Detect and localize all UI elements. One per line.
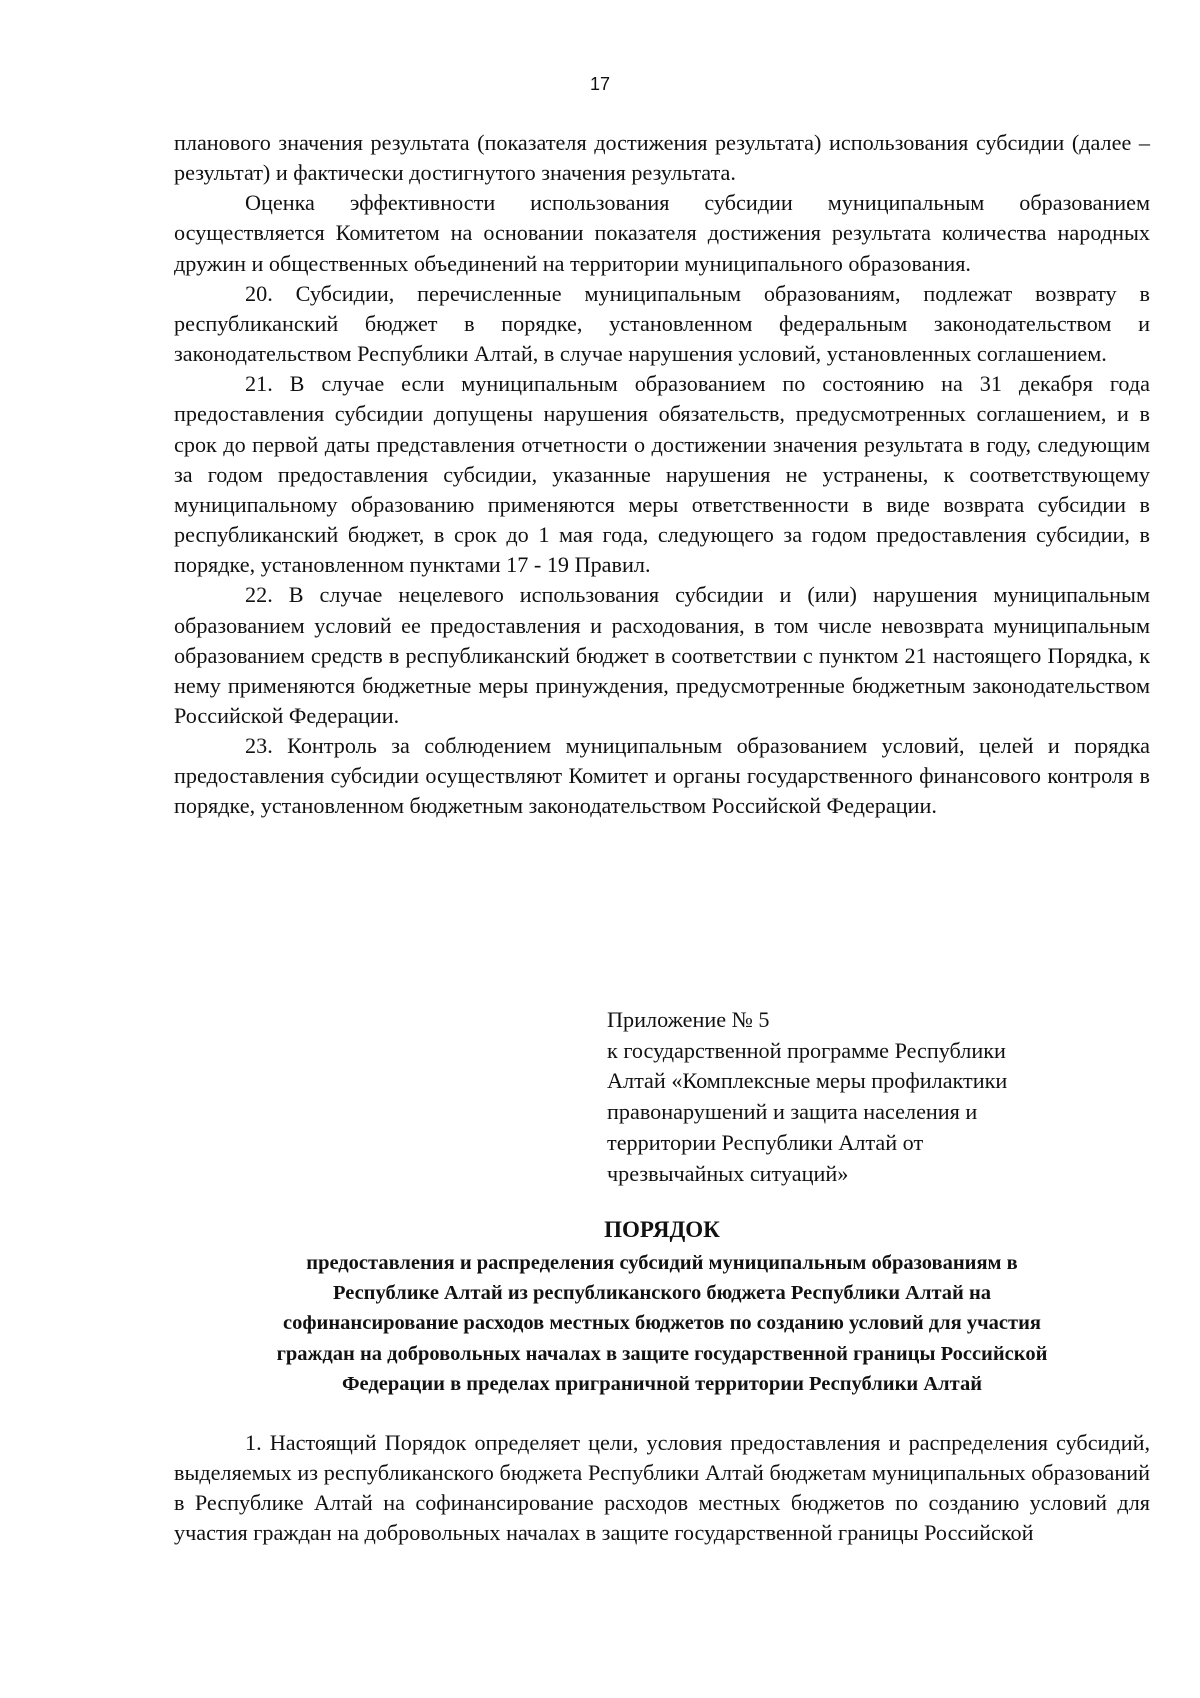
appendix-line: Алтай «Комплексные меры профилактики xyxy=(607,1068,1008,1094)
order-subtitle-line: Федерации в пределах приграничной территории Республики Алтай xyxy=(341,1372,983,1395)
appendix-line: Приложение № 5 xyxy=(607,1007,770,1032)
paragraph-22: 22. В случае нецелевого использования субсидии и (или) нарушения муниципальным образованием условий ее предоставления и расходования, в том числе невозврата муниципальным образованием средств в республиканский бюджет в соответствии с пунктом 21 настоящего Порядка, к нему применяются бюджетные меры принуждения, предусмотренные бюджетным законодательством Российской Федерации. xyxy=(174,582,1150,728)
order-subtitle-line: предоставления и распределения субсидий муниципальным образованиям в xyxy=(306,1252,1018,1274)
paragraph-21: 21. В случае если муниципальным образованием по состоянию на 31 декабря года предоставления субсидии допущены нарушения обязательств, предусмотренных соглашением, и в срок до первой даты представления отчетности о достижении значения результата в году, следующим за годом предоставления субсидии, указанные нарушения не устранены, к соответствующему муниципальному образованию применяются меры ответственности в виде возврата субсидии в республиканский бюджет, в срок до 1 мая года, следующего за годом предоставления субсидии, в порядке, установленном пунктами 17 - 19 Правил. xyxy=(174,371,1150,578)
order-body-text xyxy=(174,1428,1150,1549)
appendix-line: к государственной программе Республики xyxy=(607,1037,1006,1063)
order-subtitle-line: софинансирование расходов местных бюджетов по созданию условий для участия xyxy=(283,1312,1041,1335)
paragraph-20: 20. Субсидии, перечисленные муниципальным образованиям, подлежат возврату в республиканский бюджет в порядке, установленном федеральным законодательством и законодательством Республики Алтай, в случае нарушения условий, установленных соглашением. xyxy=(174,280,1150,367)
paragraph-23: 23. Контроль за соблюдением муниципальным образованием условий, целей и порядка предоставления субсидии осуществляют Комитет и органы государственного финансового контроля в порядке, установленном бюджетным законодательством Российской Федерации. xyxy=(174,733,1150,819)
appendix-line: чрезвычайных ситуаций» xyxy=(607,1160,849,1186)
page-number: 17 xyxy=(589,74,611,94)
appendix-reference-block xyxy=(607,1005,1127,1189)
order-title: ПОРЯДОК xyxy=(604,1217,720,1242)
order-heading xyxy=(174,1214,1150,1399)
order-paragraph-1: 1. Настоящий Порядок определяет цели, условия предоставления и распределения субсидий, выделяемых из республиканского бюджета Республики Алтай бюджетам муниципальных образований в Республике Алтай на софинансирование расходов местных бюджетов по созданию условий для участия граждан на добровольных началах в защите государственной границы Российской xyxy=(174,1430,1150,1546)
paragraph-efficiency: Оценка эффективности использования субсидии муниципальным образованием осуществляется Комитетом на основании показателя достижения результата количества народных дружин и общественных объединений на территории муниципального образования. xyxy=(174,190,1150,276)
main-body-text xyxy=(174,128,1150,822)
appendix-line: правонарушений и защита населения и xyxy=(607,1099,978,1125)
order-subtitle-line: Республике Алтай из республиканского бюджета Республики Алтай на xyxy=(332,1282,992,1305)
order-subtitle-line: граждан на добровольных началах в защите государственной границы Российской xyxy=(276,1342,1048,1365)
appendix-line: территории Республики Алтай от xyxy=(607,1129,924,1155)
paragraph-continuation: планового значения результата (показателя достижения результата) использования субсидии (далее – результат) и фактически достигнутого значения результата. xyxy=(174,130,1150,186)
